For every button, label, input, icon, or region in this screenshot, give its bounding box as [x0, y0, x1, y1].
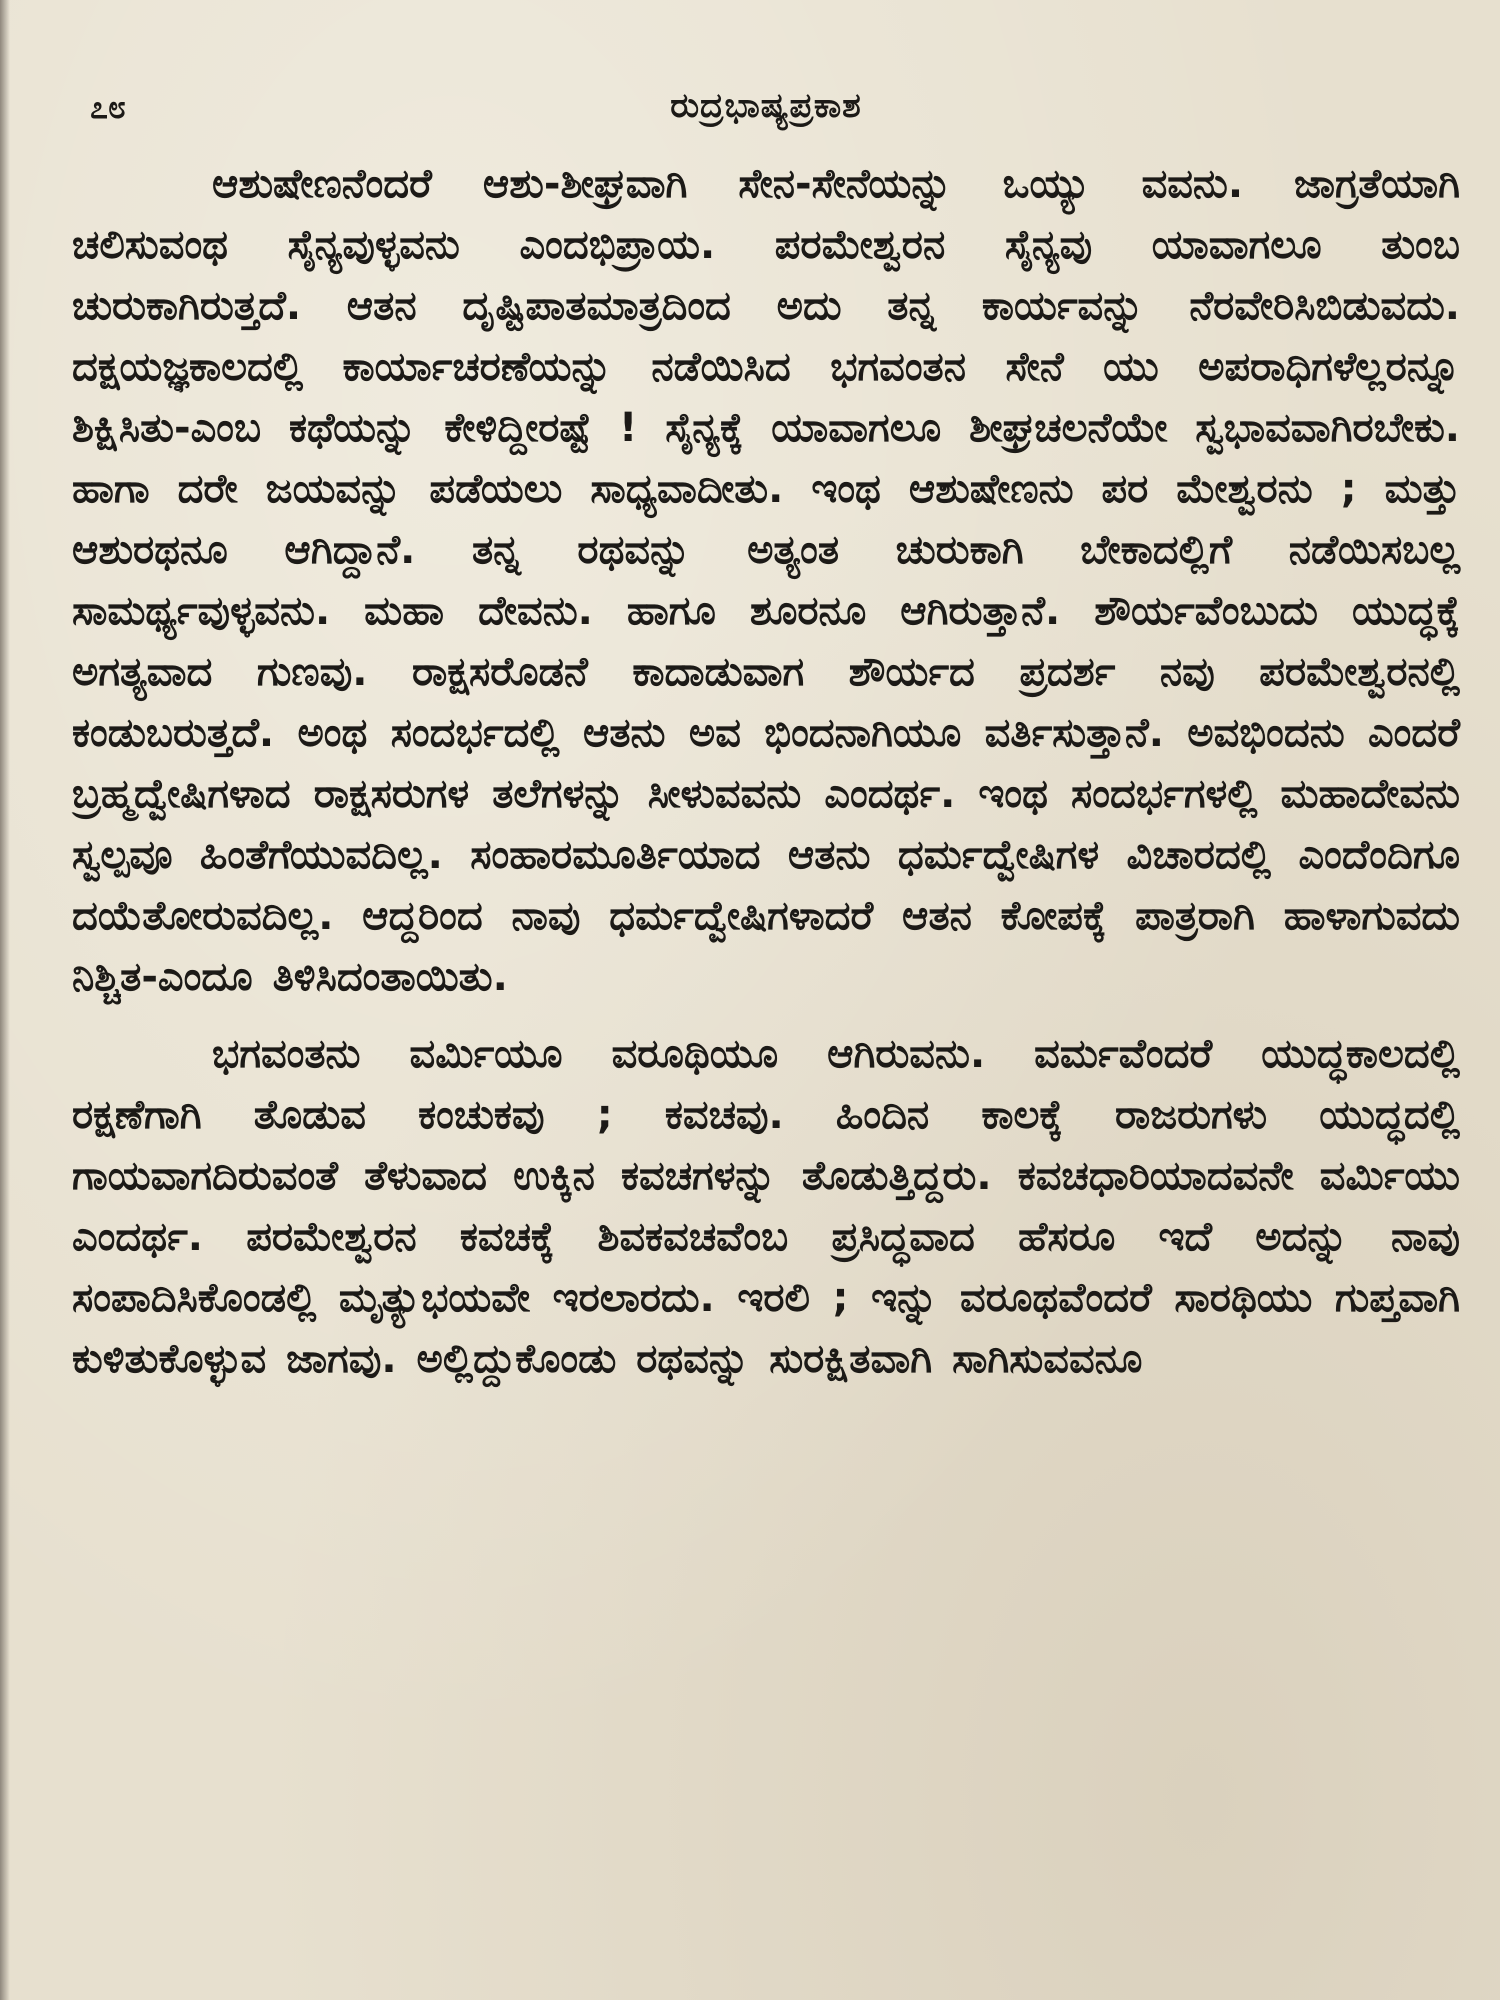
page-binding-shadow — [0, 0, 10, 2000]
page-number: ೭೮ — [90, 88, 126, 126]
paragraph-1: ಆಶುಷೇಣನೆಂದರೆ ಆಶು-ಶೀಘ್ರವಾಗಿ ಸೇನ-ಸೇನೆಯನ್ನು ಒಯ್ಯು ವವನು. ಜಾಗ್ರತೆಯಾಗಿ ಚಲಿಸುವಂಥ ಸೈನ್ಯವುಳ್ಳವನು ಎಂದಭಿಪ್ರಾಯ. ಪರಮೇಶ್ವರನ ಸೈನ್ಯವು ಯಾವಾಗಲೂ ತುಂಬ ಚುರುಕಾಗಿರುತ್ತದೆ. ಆತನ ದೃಷ್ಟಿಪಾತಮಾತ್ರದಿಂದ ಅದು ತನ್ನ ಕಾರ್ಯವನ್ನು ನೆರವೇರಿಸಿಬಿಡುವದು. ದಕ್ಷಯಜ್ಞಕಾಲದಲ್ಲಿ ಕಾರ್ಯಾಚರಣೆಯನ್ನು ನಡೆಯಿಸಿದ ಭಗವಂತನ ಸೇನೆ ಯು ಅಪರಾಧಿಗಳೆಲ್ಲರನ್ನೂ ಶಿಕ್ಷಿಸಿತು-ಎಂಬ ಕಥೆಯನ್ನು ಕೇಳಿದ್ದೀರಷ್ಟೆ ! ಸೈನ್ಯಕ್ಕೆ ಯಾವಾಗಲೂ ಶೀಘ್ರಚಲನೆಯೇ ಸ್ವಭಾವವಾಗಿರಬೇಕು. ಹಾಗಾ ದರೇ ಜಯವನ್ನು ಪಡೆಯಲು ಸಾಧ್ಯವಾದೀತು. ಇಂಥ ಆಶುಷೇಣನು ಪರ ಮೇಶ್ವರನು ; ಮತ್ತು ಆಶುರಥನೂ ಆಗಿದ್ದಾನೆ. ತನ್ನ ರಥವನ್ನು ಅತ್ಯಂತ ಚುರುಕಾಗಿ ಬೇಕಾದಲ್ಲಿಗೆ ನಡೆಯಿಸಬಲ್ಲ ಸಾಮರ್ಥ್ಯವುಳ್ಳವನು. ಮಹಾ ದೇವನು. ಹಾಗೂ ಶೂರನೂ ಆಗಿರುತ್ತಾನೆ. ಶೌರ್ಯವೆಂಬುದು ಯುದ್ಧಕ್ಕೆ ಅಗತ್ಯವಾದ ಗುಣವು. ರಾಕ್ಷಸರೊಡನೆ ಕಾದಾಡುವಾಗ ಶೌರ್ಯದ ಪ್ರದರ್ಶ ನವು ಪರಮೇಶ್ವರನಲ್ಲಿ ಕಂಡುಬರುತ್ತದೆ. ಅಂಥ ಸಂದರ್ಭದಲ್ಲಿ ಆತನು ಅವ ಭಿಂದನಾಗಿಯೂ ವರ್ತಿಸುತ್ತಾನೆ. ಅವಭಿಂದನು ಎಂದರೆ ಬ್ರಹ್ಮದ್ವೇಷಿಗಳಾದ ರಾಕ್ಷಸರುಗಳ ತಲೆಗಳನ್ನು ಸೀಳುವವನು ಎಂದರ್ಥ. ಇಂಥ ಸಂದರ್ಭಗಳಲ್ಲಿ ಮಹಾದೇವನು ಸ್ವಲ್ಪವೂ ಹಿಂತೆಗೆಯುವದಿಲ್ಲ. ಸಂಹಾರಮೂರ್ತಿಯಾದ ಆತನು ಧರ್ಮದ್ವೇಷಿಗಳ ವಿಚಾರದಲ್ಲಿ ಎಂದೆಂದಿಗೂ ದಯೆತೋರುವದಿಲ್ಲ. ಆದ್ದರಿಂದ ನಾವು ಧರ್ಮದ್ವೇಷಿಗಳಾದರೆ ಆತನ ಕೋಪಕ್ಕೆ ಪಾತ್ರರಾಗಿ ಹಾಳಾಗುವದು ನಿಶ್ಚಿತ-ಎಂದೂ ತಿಳಿಸಿದಂತಾಯಿತು. — [72, 161, 1460, 1000]
running-title: ರುದ್ರಭಾಷ್ಯಪ್ರಕಾಶ — [670, 86, 862, 126]
page-header — [72, 70, 1460, 130]
paragraph-2: ಭಗವಂತನು ವರ್ಮಿಯೂ ವರೂಥಿಯೂ ಆಗಿರುವನು. ವರ್ಮವೆಂದರೆ ಯುದ್ಧಕಾಲದಲ್ಲಿ ರಕ್ಷಣೆಗಾಗಿ ತೊಡುವ ಕಂಚುಕವು ; ಕವಚವು. ಹಿಂದಿನ ಕಾಲಕ್ಕೆ ರಾಜರುಗಳು ಯುದ್ಧದಲ್ಲಿ ಗಾಯವಾಗದಿರುವಂತೆ ತೆಳುವಾದ ಉಕ್ಕಿನ ಕವಚಗಳನ್ನು ತೊಡುತ್ತಿದ್ದರು. ಕವಚಧಾರಿಯಾದವನೇ ವರ್ಮಿಯು ಎಂದರ್ಥ. ಪರಮೇಶ್ವರನ ಕವಚಕ್ಕೆ ಶಿವಕವಚವೆಂಬ ಪ್ರಸಿದ್ಧವಾದ ಹೆಸರೂ ಇದೆ ಅದನ್ನು ನಾವು ಸಂಪಾದಿಸಿಕೊಂಡಲ್ಲಿ ಮೃತ್ಯುಭಯವೇ ಇರಲಾರದು. ಇರಲಿ ; ಇನ್ನು ವರೂಥವೆಂದರೆ ಸಾರಥಿಯು ಗುಪ್ತವಾಗಿ ಕುಳಿತುಕೊಳ್ಳುವ ಜಾಗವು. ಅಲ್ಲಿದ್ದುಕೊಂಡು ರಥವನ್ನು ಸುರಕ್ಷಿತವಾಗಿ ಸಾಗಿಸುವವನೂ — [72, 1031, 1460, 1382]
